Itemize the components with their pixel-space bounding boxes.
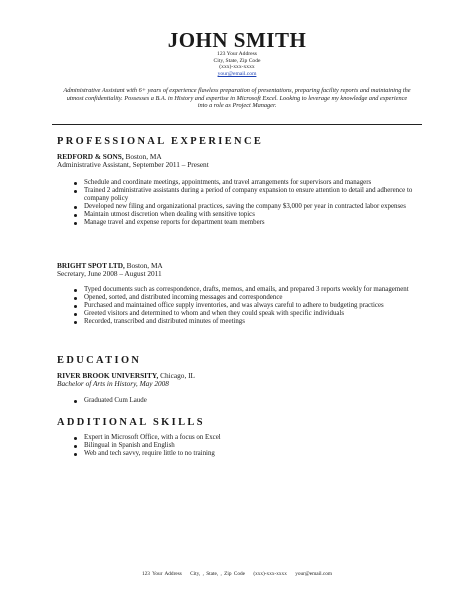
footer-city: City, , State, , Zip Code [190, 571, 245, 577]
list-item: Purchased and maintained office supply inventories, and was always careful to adhere to budgeting practices [73, 302, 413, 310]
list-item: Developed new filing and organizational practices, saving the company $3,000 per year in contracted labor expenses [73, 203, 413, 211]
job-bullets-1 [73, 179, 413, 228]
list-item: Maintain utmost discretion when dealing with sensitive topics [73, 211, 413, 219]
list-item: Greeted visitors and determined to whom and when they could speak with specific individuals [73, 310, 413, 318]
list-item: Bilingual in Spanish and English [73, 442, 413, 450]
footer-phone: (xxx)-xxx-xxxx [253, 571, 287, 577]
summary-paragraph: Administrative Assistant with 6+ years of experience flawless preparation of presentations, preparing facility reports and maintaining the utmost confidentiality. Possesses a B.A. in History and expertise in Microsoft Excel. Looking to leverage my knowledge and experience into a role as Project Manager. [63, 87, 411, 110]
job-location-2: Boston, MA [124, 261, 163, 270]
job-heading-2 [57, 262, 163, 279]
job-company-1: REDFORD & SONS, [57, 152, 124, 161]
footer-email: your@email.com [295, 571, 332, 577]
footer-address: 123 Your Address [142, 571, 182, 577]
header-divider [52, 124, 422, 125]
education-bullets [73, 397, 413, 405]
skills-bullets [73, 434, 413, 458]
job-role-2: Secretary, June 2008 – August 2011 [57, 269, 162, 279]
section-title-experience: PROFESSIONAL EXPERIENCE [57, 136, 264, 147]
job-bullets-2 [73, 286, 413, 326]
job-heading-1 [57, 153, 209, 170]
list-item: Expert in Microsoft Office, with a focus on Excel [73, 434, 413, 442]
education-location: Chicago, IL [158, 371, 195, 380]
education-heading [57, 372, 195, 389]
job-company-2: BRIGHT SPOT LTD, [57, 261, 125, 270]
contact-email-link[interactable]: your@email.com [217, 70, 257, 77]
education-degree: Bachelor of Arts in History, May 2008 [57, 379, 169, 389]
section-title-education: EDUCATION [57, 355, 142, 366]
list-item: Opened, sorted, and distributed incoming messages and correspondence [73, 294, 413, 302]
education-school: RIVER BROOK UNIVERSITY, [57, 371, 159, 380]
list-item: Typed documents such as correspondence, drafts, memos, and emails, and prepared 3 reports weekly for management [73, 286, 413, 294]
contact-phone: (xxx)-xxx-xxxx [219, 64, 255, 71]
list-item: Recorded, transcribed and distributed minutes of meetings [73, 318, 413, 326]
list-item: Manage travel and expense reports for department team members [73, 219, 413, 227]
job-role-1: Administrative Assistant, September 2011 – Present [57, 160, 209, 170]
list-item: Web and tech savvy, require little to no training [73, 450, 413, 458]
section-title-skills: ADDITIONAL SKILLS [57, 417, 205, 428]
page-footer [0, 571, 474, 577]
job-location-1: Boston, MA [123, 152, 162, 161]
list-item: Trained 2 administrative assistants during a period of company expansion to ensure attention to detail and adherence to company policy [73, 187, 413, 203]
list-item: Schedule and coordinate meetings, appointments, and travel arrangements for supervisors and managers [73, 179, 413, 187]
contact-city: City, State, Zip Code [213, 57, 261, 64]
contact-block [0, 51, 474, 77]
resume-name: JOHN SMITH [167, 28, 307, 52]
contact-address: 123 Your Address [217, 51, 257, 57]
list-item: Graduated Cum Laude [73, 397, 413, 405]
